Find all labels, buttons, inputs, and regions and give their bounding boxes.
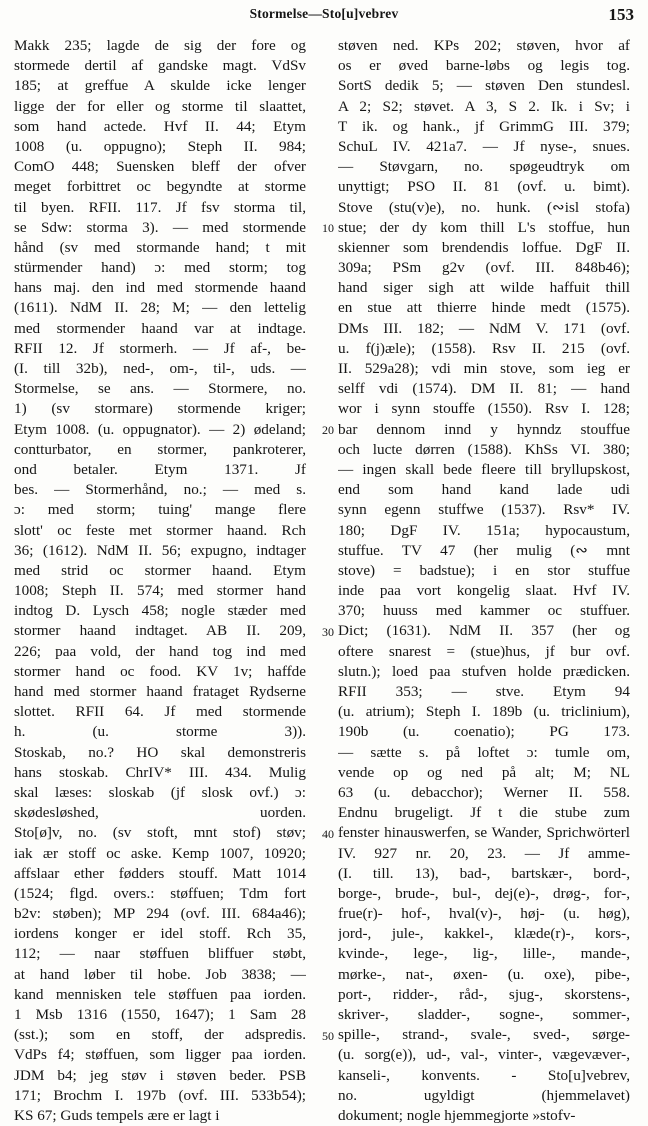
- text-line: Etym 1008. (u. oppugnator). — 2) ødeland;: [14, 420, 306, 438]
- text-line: se Sdw: storma 3). — med stormende: [14, 218, 306, 236]
- text-line: hånd (sv med stormande hand; t mit: [14, 238, 306, 256]
- text-line: bar dennom innd y hynndz stouffue: [338, 420, 630, 438]
- text-line: stormede dertil af gandske magt. VdSv: [14, 57, 306, 75]
- text-line: Stormelse, se ans. — Stormere, no.: [14, 380, 306, 398]
- text-line: 1 Msb 1316 (1550, 1647); 1 Sam 28: [14, 1006, 306, 1023]
- text-line: hand med stormer haand frataget Rydserne: [14, 683, 306, 700]
- text-line: port-, ridder-, råd-, sjug-, skorstens-,: [338, 985, 630, 1003]
- text-line: indtog D. Lysch 458; nogle stæder med: [14, 602, 306, 620]
- line-number: 20: [322, 422, 334, 437]
- text-line: (1524; flgd. overs.: støffuen; Tdm fort: [14, 884, 306, 902]
- line-number: 30: [322, 624, 334, 639]
- text-line: 36; (1612). NdM II. 56; expugno, indtager: [14, 541, 306, 559]
- text-line: iak ær stoff oc aske. Kemp 1007, 10920;: [14, 844, 306, 862]
- text-line: jord-, jule-, kakkel-, klæde(r)-, kors-,: [338, 925, 630, 943]
- text-line: slottet. RFII 64. Jf med stormende: [14, 703, 306, 721]
- text-line: (u. atrium); Steph I. 189b (u. triclinium),: [338, 703, 630, 721]
- text-line: och lucte dørren (1588). KhSs VI. 380;: [338, 440, 630, 458]
- text-line: 1) (sv stormare) stormende kriger;: [14, 400, 306, 418]
- text-line: T ik. og hank., jf GrimmG III. 379;: [338, 117, 630, 135]
- text-line: bes. — Stormerhånd, no.; — med s.: [14, 481, 306, 499]
- page-header: [0, 6, 648, 28]
- text-line: (sst.); som en stoff, der adspredis.: [14, 1026, 306, 1044]
- text-line: — ingen skall bede fleere till bryllupskost,: [338, 460, 630, 478]
- text-line: — Støvgarn, no. spøgeudtryk om: [338, 158, 630, 176]
- text-line: stove) = badstue); i en stor stuffue: [338, 561, 630, 579]
- text-line: 309a; PSm g2v (ovf. III. 848b46);: [338, 259, 630, 277]
- text-line: SortS dedik 5; — støven Den stundesl.: [338, 77, 630, 95]
- text-line: hans maj. den ind med stormende haand: [14, 279, 306, 297]
- text-line: u. f(j)æle); (1558). Rsv II. 215 (ovf.: [338, 339, 630, 357]
- text-line: 185; at greffue A skulde icke lenger: [14, 77, 306, 95]
- text-line: frue(r)- hof-, hval(v)-, høj- (u. høg),: [338, 905, 630, 923]
- text-line: borge-, brude-, bul-, dej(e)-, drøg-, for-,: [338, 884, 630, 902]
- text-line: Sto[ø]v, no. (sv stoft, mnt stof) støv;: [14, 824, 306, 842]
- line-number: 40: [322, 826, 334, 841]
- text-line: KS 67; Guds tempels ære er lagt i: [14, 1106, 220, 1124]
- text-line: VdPs f4; støffuen, som ligger paa iorden.: [14, 1046, 306, 1064]
- running-head: Stormelse—Sto[u]vebrev: [249, 6, 399, 21]
- text-line: h. (u. storme 3)).: [14, 723, 306, 741]
- text-line: wor i synn stouffe (1550). Rsv I. 128;: [338, 400, 630, 418]
- text-line: 1008; Steph II. 574; med stormer hand: [14, 582, 306, 600]
- text-line: skal læses: sloskab (jf slosk ovf.) ɔ:: [14, 783, 306, 801]
- text-line: dokument; nogle hjemmegjorte »stofv-: [338, 1106, 576, 1124]
- text-line: ComO 448; Suensken bleff der ofver: [14, 158, 306, 176]
- text-line: slutn.); loed paa stufven holde prædicken.: [338, 662, 630, 680]
- text-line: stürmender hand) ɔ: med storm; tog: [14, 259, 306, 277]
- text-line: skødesløshed, uorden.: [14, 804, 306, 822]
- text-line: Stoskab, no.? HO skal demonstreris: [14, 743, 306, 761]
- text-line: skriver-, sladder-, sogne-, sommer-,: [338, 1006, 630, 1023]
- text-line: RFII 12. Jf stormerh. — Jf af-, be-: [14, 339, 306, 357]
- text-line: med strid oc stormer haand. Etym: [14, 561, 306, 579]
- text-line: 370; huuss med kammer oc stuffuer.: [338, 602, 630, 620]
- text-line: inde paa vort kongelig slaat. Hvf IV.: [338, 582, 630, 600]
- text-line: 1008 (u. oppugno); Steph II. 984;: [14, 137, 306, 155]
- text-line: med stormender haand var at indtage.: [14, 319, 306, 337]
- text-line: no. ugyldigt (hjemmelavet): [338, 1086, 630, 1104]
- text-line: DMs III. 182; — NdM V. 171 (ovf.: [338, 319, 630, 337]
- text-line: stormer hand oc food. KV 1v; haffde: [14, 662, 306, 680]
- text-line: (1611). NdM II. 28; M; — den lettelig: [14, 299, 306, 317]
- text-line: fenster hinauswerfen, se Wander, Sprichwörterl: [338, 824, 630, 842]
- text-line: stuffue. TV 47 (her mulig (∾ mnt: [338, 541, 630, 559]
- text-line: meget forbittret oc begyndte at storme: [14, 178, 306, 196]
- text-line: end som hand kand lade udi: [338, 481, 630, 499]
- text-line: at hand løber til hobe. Job 3838; —: [14, 965, 306, 983]
- text-line: stormer haand indtaget. AB II. 209,: [14, 622, 306, 640]
- text-line: 112; — naar støffuen bliffuer støbt,: [14, 945, 306, 963]
- text-line: contturbator, en stormer, pankroterer,: [14, 440, 306, 458]
- text-line: (I. till. 13), bad-, bartskær-, bord-,: [338, 864, 630, 882]
- text-line: 63 (u. debacchor); Werner II. 558.: [338, 783, 630, 801]
- text-line: II. 529a28); vdi min stove, som ieg er: [338, 360, 630, 377]
- text-line: Endnu brugeligt. Jf t die stube zum: [338, 804, 630, 822]
- text-line: støven ned. KPs 202; støven, hvor af: [338, 37, 630, 54]
- text-line: spille-, strand-, svale-, sved-, sørge-: [338, 1026, 630, 1044]
- text-line: synn egenn stuffwe (1537). Rsv* IV.: [338, 501, 630, 519]
- page-number: 153: [608, 5, 634, 24]
- text-line: (u. sorg(e)), ud-, val-, vinter-, vægevæver-,: [338, 1046, 630, 1064]
- text-line: (I. till 32b), ned-, om-, til-, uds. —: [14, 360, 306, 377]
- text-line: b2v: støben); MP 294 (ovf. III. 684a46);: [14, 905, 306, 923]
- text-line: vende op og ned på alt; M; NL: [338, 763, 630, 781]
- text-line: slott' oc feste met stormer haand. Rch: [14, 521, 306, 539]
- text-line: en stue att thierre hinde medt (1575).: [338, 299, 630, 317]
- right-column: [338, 36, 630, 1126]
- text-line: os er øved barne-løbs og legis tog.: [338, 57, 630, 75]
- text-line: A 2; S2; støvet. A 3, S 2. Ik. i Sv; i: [338, 97, 630, 115]
- text-line: IV. 927 nr. 20, 23. — Jf amme-: [338, 844, 630, 862]
- text-line: Makk 235; lagde de sig der fore og: [14, 37, 306, 54]
- text-line: SchuL IV. 421a7. — Jf nyse-, snues.: [338, 137, 630, 155]
- text-line: stue; der dy kom thill L's stoffue, hun: [338, 218, 630, 236]
- line-number: 10: [322, 220, 334, 235]
- text-line: hans stoskab. ChrIV* III. 434. Mulig: [14, 763, 306, 781]
- text-line: iordens konger er idel stoff. Rch 35,: [14, 925, 306, 943]
- text-line: 171; Brochm I. 197b (ovf. III. 533b54);: [14, 1086, 306, 1104]
- text-line: ond betaler. Etym 1371. Jf: [14, 460, 306, 478]
- text-line: hand siger sigh att wilde haffuit thill: [338, 279, 630, 297]
- text-line: mørke-, nat-, øxen- (u. oxe), pibe-,: [338, 965, 630, 983]
- text-line: — sætte s. på loftet ɔ: tumle om,: [338, 743, 630, 761]
- line-number: 50: [322, 1028, 334, 1043]
- text-line: som hand actede. Hvf II. 44; Etym: [14, 117, 306, 135]
- text-line: kvinde-, lege-, lig-, lille-, mande-,: [338, 945, 630, 963]
- text-line: ligge der for eller og storme til slaattet,: [14, 97, 306, 115]
- text-line: skienner som brendendis loffue. DgF II.: [338, 238, 630, 256]
- left-column: [14, 36, 306, 1126]
- text-line: Stove (stu(v)e), no. hunk. (∾isl stofa): [338, 198, 630, 216]
- text-line: Dict; (1631). NdM II. 357 (her og: [338, 622, 630, 640]
- text-line: selff vdi (1574). DM II. 81; — hand: [338, 380, 630, 398]
- text-line: affslaar ether fødders stouff. Matt 1014: [14, 864, 306, 882]
- text-line: ɔ: med storm; tuing' mange flere: [14, 501, 306, 519]
- text-line: kanseli-, konvents. - Sto[u]vebrev,: [338, 1066, 630, 1084]
- text-line: JDM b4; jeg støv i støven beder. PSB: [14, 1066, 306, 1084]
- text-line: 190b (u. coenatio); PG 173.: [338, 723, 630, 741]
- text-line: 226; paa vold, der hand tog ind med: [14, 642, 306, 660]
- text-line: unyttigt; PSO II. 81 (ovf. u. bimt).: [338, 178, 630, 196]
- text-line: RFII 353; — stve. Etym 94: [338, 683, 630, 700]
- text-line: 180; DgF IV. 151a; hypocaustum,: [338, 521, 630, 539]
- text-line: oftere snarest = (stue)hus, jf bur ovf.: [338, 642, 630, 660]
- text-line: til byen. RFII. 117. Jf fsv storma til,: [14, 198, 306, 216]
- text-line: kand mennisken tele støffuen paa iorden.: [14, 985, 306, 1003]
